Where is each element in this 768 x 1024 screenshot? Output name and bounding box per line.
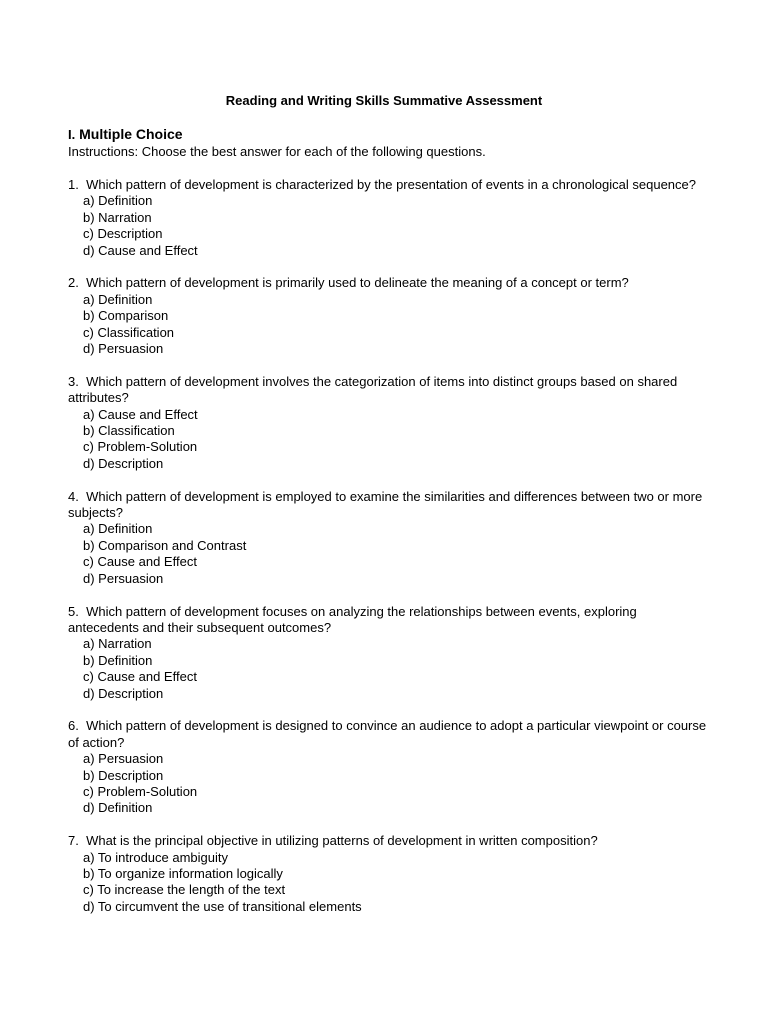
answer-option: c) Problem-Solution xyxy=(83,783,198,799)
answer-options xyxy=(68,850,708,916)
document-title: Reading and Writing Skills Summative Assessment xyxy=(225,93,543,108)
question-number: 6. xyxy=(68,718,79,734)
answer-option: a) Cause and Effect xyxy=(83,406,198,422)
question-number-spacer xyxy=(79,275,86,290)
answer-option: c) Problem-Solution xyxy=(83,439,198,455)
answer-option: b) Description xyxy=(83,767,164,783)
answer-option: d) Cause and Effect xyxy=(83,242,198,258)
answer-option: d) Description xyxy=(83,455,164,471)
question-number: 3. xyxy=(68,373,79,389)
question-item xyxy=(68,489,708,587)
answer-option: d) To circumvent the use of transitional elements xyxy=(83,898,362,914)
answer-option: c) Description xyxy=(83,226,163,242)
question-number-spacer xyxy=(79,374,86,389)
question-item xyxy=(68,374,708,472)
question-number-spacer xyxy=(79,718,86,733)
question-number-spacer xyxy=(79,604,86,619)
question-text: Which pattern of development is characterized by the presentation of events in a chronological sequence? xyxy=(86,177,696,192)
question-text: Which pattern of development is designed to convince an audience to adopt a particular viewpoint or course of action? xyxy=(68,718,707,750)
answer-options xyxy=(68,193,708,259)
answer-options xyxy=(68,407,708,473)
section-heading xyxy=(68,125,183,144)
question-list xyxy=(68,177,708,932)
section-heading-text: Multiple Choice xyxy=(79,126,183,142)
answer-options xyxy=(68,521,708,587)
answer-option: d) Persuasion xyxy=(83,570,164,586)
question-text: Which pattern of development is primarily used to delineate the meaning of a concept or term? xyxy=(86,275,629,291)
instructions-text: Instructions: Choose the best answer for each of the following questions. xyxy=(68,144,486,159)
answer-option: a) Narration xyxy=(83,636,152,652)
question-item xyxy=(68,718,708,816)
question-number: 2. xyxy=(68,275,79,291)
question-number: 4. xyxy=(68,488,79,504)
section-roman-numeral: I. xyxy=(68,127,76,142)
question-stem xyxy=(68,489,708,522)
answer-options xyxy=(68,292,708,358)
answer-option: c) Classification xyxy=(83,324,175,340)
question-item xyxy=(68,833,708,915)
question-item xyxy=(68,275,708,357)
question-text: Which pattern of development focuses on analyzing the relationships between events, exploring antecedents and their subsequent outcomes? xyxy=(68,603,637,635)
answer-options xyxy=(68,751,708,817)
answer-option: d) Definition xyxy=(83,800,153,816)
question-number: 7. xyxy=(68,833,79,849)
answer-option: b) Definition xyxy=(83,652,153,668)
answer-option: b) Comparison and Contrast xyxy=(83,537,247,553)
question-item xyxy=(68,177,708,259)
answer-option: a) Persuasion xyxy=(83,751,164,767)
answer-option: a) Definition xyxy=(83,291,153,307)
question-stem xyxy=(68,275,708,291)
question-number-spacer xyxy=(79,489,86,504)
question-text: Which pattern of development is employed to examine the similarities and differences between two or more subjects? xyxy=(68,488,703,521)
answer-option: a) Definition xyxy=(83,521,153,537)
answer-option: d) Persuasion xyxy=(83,341,164,357)
question-stem xyxy=(68,177,708,193)
answer-option: b) Narration xyxy=(83,209,152,225)
question-stem xyxy=(68,833,708,849)
answer-option: a) Definition xyxy=(83,193,153,209)
answer-option: c) To increase the length of the text xyxy=(83,882,286,898)
question-item xyxy=(68,604,708,702)
question-number-spacer xyxy=(79,833,86,848)
question-number-spacer xyxy=(79,177,86,192)
answer-option: c) Cause and Effect xyxy=(83,669,197,685)
question-text: Which pattern of development involves the categorization of items into distinct groups based on shared attributes? xyxy=(68,373,678,406)
question-stem xyxy=(68,374,708,407)
answer-option: b) To organize information logically xyxy=(83,865,283,881)
question-text: What is the principal objective in utilizing patterns of development in written composition? xyxy=(86,833,598,849)
question-number: 5. xyxy=(68,603,79,619)
answer-option: a) To introduce ambiguity xyxy=(83,849,229,865)
answer-options xyxy=(68,636,708,702)
answer-option: c) Cause and Effect xyxy=(83,554,197,570)
answer-option: d) Description xyxy=(83,685,164,701)
question-stem xyxy=(68,718,708,751)
question-stem xyxy=(68,604,708,637)
answer-option: b) Classification xyxy=(83,423,175,439)
question-number: 1. xyxy=(68,177,79,192)
answer-option: b) Comparison xyxy=(83,308,169,324)
